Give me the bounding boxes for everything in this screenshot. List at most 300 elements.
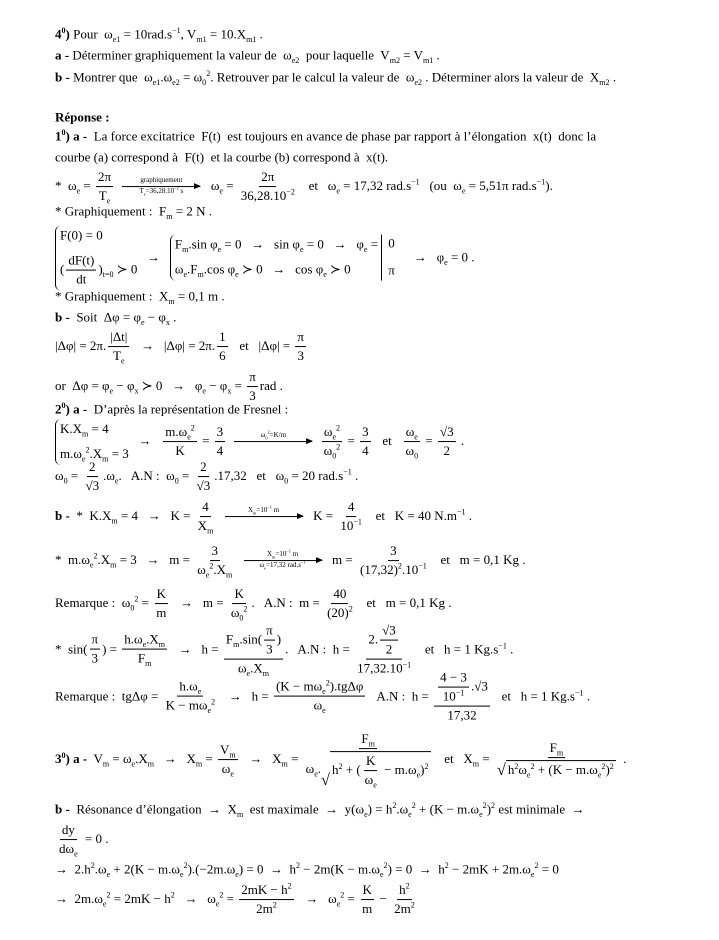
math-text: 3 bbox=[216, 424, 224, 440]
arrow-label-top: graphiquement bbox=[140, 176, 183, 185]
math-text: F(0) = 0 bbox=[60, 227, 103, 243]
math-text: . bbox=[619, 751, 627, 767]
fraction-denominator bbox=[83, 477, 101, 494]
math-text bbox=[115, 180, 118, 195]
math-text: 3 bbox=[297, 348, 304, 363]
fraction bbox=[57, 823, 80, 857]
math-text: $3^0$) $a - V_m = \omega_e.X_m \to X_m$ = bbox=[55, 751, 216, 770]
fraction bbox=[274, 680, 365, 714]
fraction bbox=[495, 742, 618, 779]
fraction-denominator bbox=[57, 840, 80, 857]
math-text: 3 bbox=[390, 543, 397, 559]
math-text: √3 bbox=[85, 478, 100, 493]
fraction-denominator bbox=[195, 477, 213, 494]
document-line bbox=[55, 205, 212, 220]
math-text: )$_{t=0}$ ≻ 0 bbox=[98, 262, 138, 280]
math-text: |Δt| bbox=[110, 329, 128, 345]
fraction-denominator bbox=[74, 270, 88, 287]
document-line bbox=[55, 863, 559, 878]
math-text: → $X_m$ = bbox=[239, 751, 302, 770]
fraction-numerator bbox=[366, 624, 401, 660]
math-text: m bbox=[362, 901, 373, 916]
math-text: 2 bbox=[443, 443, 451, 458]
math-text: K bbox=[234, 586, 244, 602]
fraction-numerator bbox=[163, 425, 197, 442]
math-text: K bbox=[156, 586, 166, 602]
fraction-numerator bbox=[90, 633, 101, 650]
math-text: √3 bbox=[439, 424, 454, 440]
math-text: .17,32 et $\omega_0 = 20$ $rad.s^{-1}$ . bbox=[214, 468, 359, 487]
fraction bbox=[392, 883, 417, 917]
fraction-numerator bbox=[438, 671, 469, 688]
math-text: K bbox=[366, 753, 376, 769]
math-text: $h.\omega_e.X_m$ bbox=[124, 632, 166, 650]
fraction-denominator bbox=[97, 187, 113, 204]
fraction-denominator bbox=[154, 604, 168, 621]
fraction-denominator bbox=[295, 347, 306, 364]
math-text: et m = 0,1 Kg . bbox=[430, 552, 526, 568]
math-text: b - * $K.X_m = 4 \to K$ = bbox=[55, 508, 194, 527]
math-text: $\omega_e$ bbox=[364, 771, 377, 790]
equation-system bbox=[55, 226, 137, 291]
document-line bbox=[55, 49, 440, 64]
math-text: → $\omega_e^2$ = bbox=[295, 891, 359, 910]
math-text: − bbox=[376, 891, 391, 907]
fraction bbox=[247, 370, 258, 404]
math-text: ) bbox=[276, 632, 282, 648]
math-text: A.N : h = bbox=[367, 688, 433, 704]
fraction bbox=[83, 460, 101, 494]
document-line bbox=[55, 460, 358, 494]
math-text: $\omega_0$ = bbox=[55, 468, 82, 487]
document-line bbox=[55, 28, 263, 43]
math-text: et $\omega_e = 17,32$ $rad.s^{-1}$ (ou $\omega_e = 5,51\pi$ $rad.s^{-1}$). bbox=[298, 178, 553, 197]
fraction bbox=[338, 500, 364, 534]
math-text: $10^{-1}$ bbox=[340, 517, 362, 533]
document-line bbox=[55, 226, 475, 291]
math-text: $d\omega_e$ bbox=[59, 841, 78, 859]
math-text: et m = 0,1 Kg . bbox=[356, 595, 452, 611]
document-line bbox=[55, 544, 525, 578]
math-text: 2 bbox=[89, 459, 96, 475]
fraction bbox=[239, 170, 297, 204]
math-group bbox=[368, 624, 399, 658]
case-value: 0 bbox=[388, 236, 395, 252]
fraction-numerator bbox=[434, 671, 490, 707]
math-text: → |Δφ| = 2π. bbox=[131, 338, 216, 354]
math-text: $T_e$ bbox=[98, 188, 111, 206]
math-text: → bbox=[137, 249, 170, 265]
radical-sign-icon: √ bbox=[496, 761, 506, 780]
math-text: 2π bbox=[97, 169, 112, 185]
math-text: = 0 . bbox=[81, 831, 109, 847]
document-line bbox=[55, 290, 225, 305]
math-group bbox=[497, 761, 616, 779]
math-text: $m.\omega_e^2$ bbox=[165, 423, 195, 442]
fraction-numerator bbox=[322, 425, 342, 442]
fraction bbox=[217, 330, 228, 364]
fraction bbox=[96, 170, 113, 204]
fraction-denominator bbox=[360, 900, 374, 917]
fraction-numerator bbox=[122, 633, 167, 650]
equation-system bbox=[170, 235, 378, 281]
square-root bbox=[321, 751, 430, 788]
fraction-denominator bbox=[325, 604, 355, 621]
math-text: $36,28.10^{-2}$ bbox=[240, 187, 295, 203]
math-text: $\omega_0^2$ bbox=[323, 442, 341, 461]
fraction-numerator bbox=[198, 460, 209, 477]
math-text: K bbox=[362, 882, 372, 898]
math-text: √3 bbox=[382, 622, 396, 638]
radical-sign-icon: √ bbox=[321, 770, 330, 789]
math-text: $2^0$) a - D’après la représentation de Fresnel : bbox=[55, 401, 289, 417]
fraction-numerator bbox=[404, 425, 420, 442]
fraction bbox=[360, 425, 371, 459]
case-value: π bbox=[388, 263, 395, 278]
fraction-denominator bbox=[136, 650, 154, 667]
system-row bbox=[175, 238, 378, 253]
radicand bbox=[330, 751, 431, 788]
fraction-denominator bbox=[441, 688, 467, 705]
fraction-numerator bbox=[295, 330, 306, 347]
fraction bbox=[355, 624, 413, 677]
math-text: $.\omega_e$. A.N : $\omega_0$ = bbox=[103, 468, 193, 487]
math-group bbox=[332, 754, 429, 788]
math-text bbox=[227, 435, 230, 450]
fraction-numerator bbox=[274, 680, 365, 697]
fraction-numerator bbox=[364, 754, 377, 771]
math-text: * Graphiquement : $F_m = 2$ N . bbox=[55, 203, 212, 222]
document-line bbox=[55, 370, 283, 404]
math-text: 4 − 3 bbox=[440, 669, 467, 685]
math-text: Remarque : $\omega_0^2$ = bbox=[55, 595, 153, 614]
math-text: ( bbox=[60, 262, 65, 277]
fraction bbox=[304, 732, 433, 788]
labeled-arrow-icon bbox=[244, 549, 322, 571]
fraction bbox=[90, 633, 101, 667]
math-text: or $\Delta\varphi = \varphi_e - \varphi_x$ ≻ $0 \to \varphi_e - \varphi_x$ = bbox=[55, 378, 246, 397]
math-text: $m.\omega_e^2.X_m = 3$ bbox=[60, 445, 129, 464]
math-text: 4 bbox=[347, 499, 355, 515]
arrow-label-bottom: $\omega_e=17,32$ $rad.s^{-1}$ bbox=[259, 560, 306, 571]
math-text: 3 bbox=[266, 641, 273, 657]
math-text: dy bbox=[61, 822, 75, 838]
fraction bbox=[438, 671, 469, 705]
fraction-denominator bbox=[254, 900, 279, 917]
fraction-numerator bbox=[346, 500, 357, 517]
math-text: $\omega_e$ bbox=[313, 698, 326, 716]
fraction-denominator bbox=[264, 641, 275, 658]
fraction bbox=[434, 671, 490, 724]
math-text: → h = bbox=[219, 688, 272, 704]
fraction-denominator bbox=[495, 759, 618, 779]
math-text: et h = 1 $Kg.s^{-1}$ . bbox=[415, 641, 514, 657]
math-text: b - Montrer que $\omega_{e1}.\omega_{e2} = \omega_0^2$. Retrouver par le calcul la valeur de $\omega_{e2}$ . Déterminer alors la valeur de $X_{m2}$ . bbox=[55, 69, 617, 88]
math-text: $X_m$ bbox=[197, 518, 214, 536]
math-text: $2m^2$ bbox=[394, 900, 415, 916]
fraction-denominator bbox=[196, 517, 216, 534]
fraction bbox=[438, 425, 456, 459]
fraction bbox=[163, 425, 197, 459]
document-line bbox=[55, 671, 590, 724]
document-line bbox=[55, 823, 108, 857]
document-line bbox=[55, 170, 553, 204]
fraction-numerator bbox=[155, 587, 168, 604]
math-text: K bbox=[175, 443, 185, 458]
math-text: $\omega_e$ = bbox=[204, 178, 237, 197]
fraction-numerator bbox=[247, 370, 258, 387]
equation-system bbox=[55, 419, 129, 465]
fraction bbox=[195, 544, 234, 578]
fraction-numerator bbox=[361, 883, 374, 900]
fraction-denominator bbox=[322, 442, 343, 459]
fraction bbox=[215, 425, 226, 459]
fraction-numerator bbox=[87, 460, 98, 477]
fraction-numerator bbox=[96, 170, 113, 187]
fraction-numerator bbox=[232, 587, 245, 604]
math-text: b - Résonance d’élongation → $X_m$ est maximale → $y(\omega_e) = h^2.\omega_e^2 + (K - m.\omega_e^2)^2$ est minimale → bbox=[55, 801, 585, 820]
math-group bbox=[226, 624, 281, 658]
math-text: $\omega_e$. bbox=[305, 761, 322, 779]
math-text: * $m.\omega_e^2.X_m = 3 \to m$ = bbox=[55, 552, 194, 571]
math-text: $F_m.\sin$( bbox=[225, 632, 263, 650]
fraction bbox=[404, 425, 421, 459]
math-text: 3 bbox=[362, 424, 369, 440]
math-text: $\omega_e$ bbox=[221, 761, 234, 779]
fraction bbox=[66, 254, 96, 288]
math-text: $4^0$) Pour $\omega_{e1} = 10rad.s^{-1}$, $V_{m1} = 10.X_{m1}$ . bbox=[55, 26, 263, 45]
math-text: 1 bbox=[219, 329, 226, 345]
fraction-denominator bbox=[220, 760, 236, 777]
fraction-denominator bbox=[312, 697, 328, 714]
document-line bbox=[55, 500, 472, 534]
fraction-denominator bbox=[217, 347, 228, 364]
fraction bbox=[239, 883, 293, 917]
fraction-denominator bbox=[195, 561, 234, 578]
system-row bbox=[60, 229, 137, 244]
math-text: et h = 1 $Kg.s^{-1}$ . bbox=[491, 688, 591, 704]
fraction-denominator bbox=[392, 900, 417, 917]
math-text: et bbox=[372, 433, 402, 449]
math-text: 6 bbox=[219, 348, 226, 363]
arrow-shaft bbox=[244, 561, 322, 562]
fraction bbox=[195, 460, 213, 494]
fraction-denominator bbox=[442, 442, 453, 459]
math-text: → m = bbox=[170, 595, 227, 611]
fraction-numerator bbox=[438, 425, 456, 442]
fraction bbox=[325, 587, 355, 621]
fraction-numerator bbox=[217, 330, 228, 347]
document-line bbox=[55, 883, 419, 917]
math-text: π bbox=[297, 329, 304, 345]
math-text: dF(t) bbox=[68, 252, 95, 268]
fraction-numerator bbox=[210, 544, 221, 561]
math-text: et |Δφ| = bbox=[229, 338, 294, 354]
fraction-denominator bbox=[338, 517, 364, 534]
fraction-denominator bbox=[358, 561, 429, 578]
math-text: Remarque : tgΔφ = bbox=[55, 688, 162, 704]
square-root bbox=[497, 761, 616, 779]
fraction-numerator bbox=[359, 732, 377, 749]
labeled-arrow-icon bbox=[225, 505, 303, 527]
math-text: $1^0$) a - La force excitatrice F(t) est toujours en avance de phase par rapport à l’élongation x(t) donc la bbox=[55, 128, 597, 144]
document-line bbox=[55, 803, 585, 818]
fraction-denominator bbox=[90, 650, 101, 667]
math-text: 4 bbox=[216, 443, 224, 458]
math-text: $(17,32)^2.10^{-1}$ bbox=[360, 561, 427, 577]
math-text: K = bbox=[306, 508, 337, 524]
arrow-shaft bbox=[225, 517, 303, 518]
document-line bbox=[55, 111, 110, 126]
document-line bbox=[55, 311, 176, 326]
math-text: $K - m\omega_e^2$ bbox=[165, 697, 216, 716]
math-text: $K.X_m = 4$ bbox=[60, 421, 109, 439]
fraction-numerator bbox=[331, 587, 348, 604]
fraction-denominator bbox=[404, 442, 421, 459]
document-line bbox=[55, 587, 452, 621]
system-row bbox=[60, 254, 137, 288]
math-text: rad . bbox=[259, 378, 283, 394]
math-text: ) = bbox=[102, 641, 121, 657]
document-line bbox=[55, 732, 626, 788]
fraction-numerator bbox=[264, 624, 275, 641]
document-line bbox=[55, 151, 388, 166]
fraction-denominator bbox=[229, 604, 250, 621]
math-text: $h^2$ + ( bbox=[331, 762, 361, 778]
math-text: √3 bbox=[196, 478, 211, 493]
fraction bbox=[229, 587, 250, 621]
math-text: $\omega_e$ bbox=[405, 424, 418, 442]
math-text: $\omega_0^2$ bbox=[230, 604, 248, 623]
math-text: 3 bbox=[249, 388, 256, 403]
math-text: → h = bbox=[169, 641, 222, 657]
math-text: . A.N : h = bbox=[285, 641, 354, 657]
math-text bbox=[217, 510, 220, 525]
arrow-label-top: $X_m=10^{-1}$ m bbox=[247, 505, 280, 516]
math-text: → $\varphi_e = 0$ . bbox=[400, 249, 475, 268]
math-text: 4 bbox=[362, 443, 369, 458]
fraction bbox=[295, 330, 306, 364]
math-text: $F_m$ bbox=[137, 651, 152, 669]
fraction-numerator bbox=[215, 425, 226, 442]
fraction-denominator bbox=[363, 771, 379, 788]
fraction-numerator bbox=[548, 742, 566, 759]
math-text: $F_m$ bbox=[549, 740, 564, 759]
labeled-arrow-icon bbox=[122, 178, 200, 197]
math-text: m = bbox=[325, 552, 356, 568]
math-text: π bbox=[91, 632, 99, 648]
fraction-numerator bbox=[397, 883, 412, 900]
math-text: b - Soit $\Delta\varphi = \varphi_e - \varphi_x$ . bbox=[55, 309, 177, 328]
fraction-numerator bbox=[259, 170, 276, 187]
math-text: . bbox=[457, 433, 465, 449]
math-text: $h^2$ bbox=[399, 881, 410, 898]
fraction bbox=[380, 624, 398, 658]
fraction-numerator bbox=[60, 823, 77, 840]
fraction-denominator bbox=[239, 187, 297, 204]
math-text: 2π bbox=[261, 169, 275, 185]
fraction-denominator bbox=[445, 706, 478, 723]
fraction-numerator bbox=[388, 544, 399, 561]
math-text: 3 bbox=[91, 651, 99, 666]
math-text: a - Déterminer graphiquement la valeur de $\omega_{e2}$ pour laquelle $V_{m2} = V_{m1}$ . bbox=[55, 47, 440, 66]
fraction-numerator bbox=[218, 743, 238, 760]
math-group bbox=[436, 671, 488, 705]
document-line bbox=[55, 130, 596, 145]
fraction-numerator bbox=[108, 330, 129, 347]
document-line bbox=[55, 403, 288, 418]
fraction-numerator bbox=[224, 624, 283, 660]
math-text: courbe (a) correspond à F(t) et la courbe (b) correspond à x(t). bbox=[55, 149, 389, 165]
document-line bbox=[55, 419, 464, 465]
math-text bbox=[236, 554, 239, 569]
fraction bbox=[363, 754, 379, 788]
fraction-denominator bbox=[304, 749, 433, 788]
math-text: $2m^2$ bbox=[256, 900, 277, 916]
math-text: * Graphiquement : $X_m = 0,1$ m . bbox=[55, 288, 225, 307]
radicand bbox=[506, 761, 616, 779]
arrow-label-bottom bbox=[234, 444, 312, 452]
fraction-numerator bbox=[200, 500, 211, 517]
fraction-numerator bbox=[177, 680, 203, 697]
arrow-shaft bbox=[122, 187, 200, 188]
math-text: 4 bbox=[202, 499, 209, 515]
math-text: 2 bbox=[385, 641, 393, 657]
math-text: * sin( bbox=[55, 641, 88, 657]
math-text: → bbox=[128, 433, 162, 449]
fraction-denominator bbox=[360, 442, 371, 459]
math-text: Réponse : bbox=[55, 109, 110, 125]
math-text bbox=[316, 435, 319, 450]
math-text: $V_m$ bbox=[220, 742, 236, 760]
document-line bbox=[55, 624, 513, 677]
labeled-arrow-icon bbox=[234, 430, 312, 452]
math-text: $(K - m\omega_e^2).tg\Delta\varphi$ bbox=[275, 678, 364, 697]
math-text: * $\omega_e$ = bbox=[55, 178, 94, 197]
fraction-denominator bbox=[164, 697, 218, 714]
math-text: = bbox=[422, 433, 436, 449]
math-text: et K = 40 $N.m^{-1}$ . bbox=[365, 508, 473, 524]
fraction-denominator bbox=[111, 347, 127, 364]
math-text: 2. bbox=[368, 632, 379, 648]
fraction bbox=[358, 544, 429, 578]
math-text: $\omega_e^2.X_m$ bbox=[197, 561, 233, 580]
math-text: 40 bbox=[333, 586, 347, 602]
math-text: = bbox=[198, 433, 213, 449]
fraction bbox=[224, 624, 283, 677]
math-text: m bbox=[156, 605, 167, 620]
math-text: $\omega_e.X_m$ bbox=[237, 660, 269, 679]
arrow-label-bottom bbox=[225, 519, 303, 527]
math-text: = bbox=[344, 433, 359, 449]
math-text: et $X_m$ = bbox=[434, 751, 493, 770]
fraction-numerator bbox=[380, 624, 398, 641]
math-text: $h.\omega_e$ bbox=[179, 679, 202, 697]
fraction bbox=[360, 883, 374, 917]
system-row bbox=[60, 422, 129, 437]
system-row bbox=[175, 263, 378, 278]
math-text: $T_e$ bbox=[113, 348, 125, 366]
math-text: $10^{-1}$ bbox=[442, 688, 465, 704]
math-text: $\omega_e.F_m.\cos$ $\varphi_e$ ≻ $0 \to \cos \varphi_e$ ≻ 0 bbox=[174, 262, 351, 280]
arrow-label-top: $\omega_0^2=K/m$ bbox=[260, 430, 287, 441]
math-text: 3 bbox=[211, 543, 218, 559]
math-text: $17,32.10^{-1}$ bbox=[357, 660, 412, 676]
math-text: . A.N : m = bbox=[251, 595, 324, 611]
math-text: 2 bbox=[200, 459, 207, 475]
fraction-numerator bbox=[239, 883, 293, 900]
math-text: − $m.\omega_e)^2$ bbox=[380, 762, 429, 781]
